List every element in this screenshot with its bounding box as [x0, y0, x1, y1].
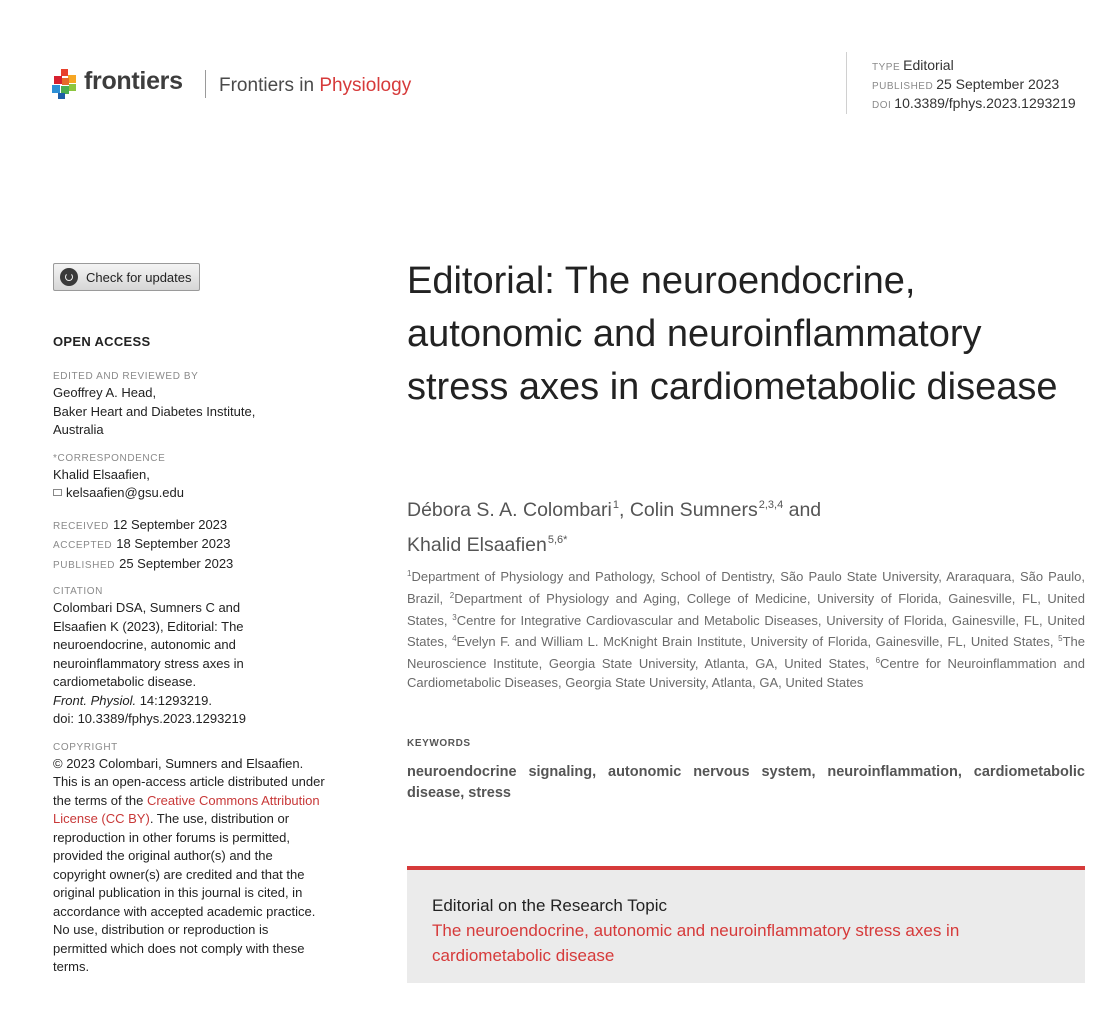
copyright-block: COPYRIGHT © 2023 Colombari, Sumners and Elsaafien. This is an open-access article distributed under the terms of the Creative Commons Attribution License (CC BY). The use, distribution or reproduction in other forums is permitted, provided the original author(s) and the copyright owner(s) are credited and that the original publication in this journal is cited, in accordance with accepted academic practice. No use, distribution or reproduction is permitted which does not comply with these terms.	[53, 741, 325, 974]
frontiers-logo-icon	[52, 69, 78, 99]
dates-block: RECEIVED 12 September 2023 ACCEPTED 18 September 2023 PUBLISHED 25 September 2023	[53, 516, 234, 571]
keywords-label: KEYWORDS	[407, 738, 471, 749]
research-topic-link[interactable]: The neuroendocrine, autonomic and neuroinflammatory stress axes in cardiometabolic disease	[432, 921, 960, 965]
meta-divider	[846, 52, 847, 114]
author-list: Débora S. A. Colombari$^1$, Colin Sumners$^{2,3,4}$ and Khalid Elsaafien$^{5,6*}$	[407, 499, 822, 556]
citation-doi[interactable]: doi: 10.3389/fphys.2023.1293219	[53, 711, 247, 726]
journal-prefix: Frontiers in	[219, 75, 320, 96]
research-topic-label: Editorial on the Research Topic	[432, 896, 667, 915]
mail-icon	[53, 489, 62, 496]
journal-name	[219, 75, 411, 97]
correspondence-block: *CORRESPONDENCE Khalid Elsaafien, kelsaafien@gsu.edu	[53, 452, 328, 503]
article-title: Editorial: The neuroendocrine, autonomic and neuroinflammatory stress axes in cardiometabolic disease	[407, 260, 1058, 408]
author-name[interactable]: Khalid Elsaafien	[407, 534, 547, 556]
open-access-heading: OPEN ACCESS	[53, 334, 151, 349]
brand-name: frontiers	[84, 67, 183, 95]
research-topic-box	[407, 866, 1085, 983]
keywords: neuroendocrine signaling, autonomic nervous system, neuroinflammation, cardiometabolic disease, stress	[407, 764, 1085, 801]
journal-accent: Physiology	[319, 75, 412, 96]
published-date: PUBLISHED 25 September 2023	[872, 76, 1060, 92]
refresh-icon	[60, 268, 78, 286]
article-type: TYPE Editorial	[872, 57, 954, 73]
citation-block: CITATION Colombari DSA, Sumners C and Elsaafien K (2023), Editorial: The neuroendocrine, autonomic and neuroinflammatory stress axes in cardiometabolic disease. Front. Physiol. 14:1293219. doi: 10.3389/fphys.2023.1293219	[53, 585, 278, 729]
cc-by-license-link[interactable]: Creative Commons Attribution License (CC BY)	[53, 792, 320, 826]
article-doi[interactable]: DOI 10.3389/fphys.2023.1293219	[872, 95, 1076, 111]
brand-divider	[205, 70, 206, 98]
affiliations: $^1$Department of Physiology and Pathology, School of Dentistry, São Paulo State University, Araraquara, São Paulo, Brazil, $^2$Department of Physiology and Aging, College of Medicine, University of Florida, Gainesville, FL, United States, $^3$Centre for Integrative Cardiovascular and Metabolic Diseases, University of Florida, Gainesville, FL, United States, $^4$Evelyn F. and William L. McKnight Brain Institute, University of Florida, Gainesville, FL, United States, $^5$The Neuroscience Institute, Georgia State University, Atlanta, GA, United States, $^6$Centre for Neuroinflammation and Cardiometabolic Diseases, Georgia State University, Atlanta, GA, United States	[407, 569, 1086, 690]
author-name[interactable]: Débora S. A. Colombari	[407, 499, 612, 521]
correspondence-email[interactable]: kelsaafien@gsu.edu	[53, 484, 328, 503]
author-name[interactable]: Colin Sumners	[629, 499, 758, 521]
check-for-updates-button[interactable]	[53, 263, 200, 291]
article-sidebar	[53, 334, 328, 989]
editor-block: EDITED AND REVIEWED BY Geoffrey A. Head, Baker Heart and Diabetes Institute, Australia	[53, 371, 256, 437]
check-updates-label: Check for updates	[86, 269, 192, 285]
